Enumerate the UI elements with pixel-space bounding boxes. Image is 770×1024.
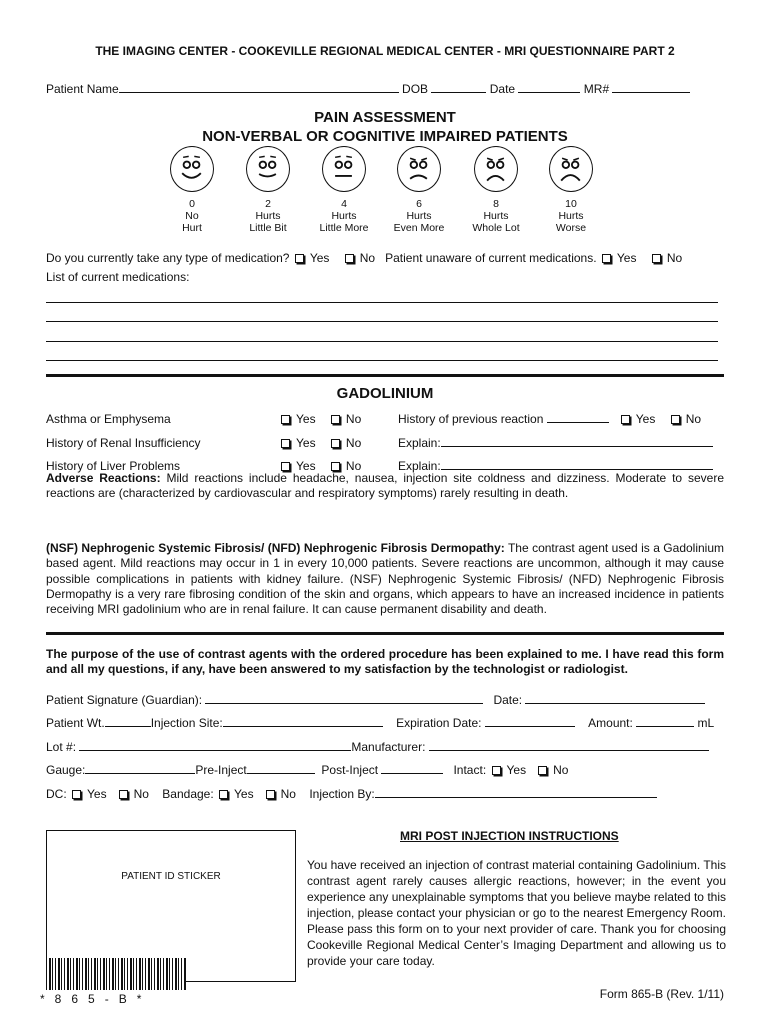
explain-label: Explain:	[398, 459, 441, 473]
patient-name-field[interactable]	[119, 82, 399, 93]
medication-line[interactable]	[46, 321, 718, 322]
no-label: No	[133, 787, 149, 801]
dc-label: DC:	[46, 787, 67, 801]
pain-face-icon	[397, 146, 441, 192]
yes-label: Yes	[506, 763, 527, 777]
condition-no-checkbox[interactable]	[331, 415, 340, 424]
wt-label: Patient Wt.	[46, 716, 105, 730]
condition-yes-checkbox[interactable]	[281, 462, 290, 471]
signature-label: Patient Signature (Guardian):	[46, 693, 203, 707]
patient-name-label: Patient Name	[46, 82, 119, 96]
explain-label: Explain:	[398, 435, 441, 450]
form-number: Form 865-B (Rev. 1/11)	[599, 987, 724, 1001]
signature-field[interactable]	[205, 693, 483, 704]
mr-field[interactable]	[612, 82, 690, 93]
intact-yes-checkbox[interactable]	[492, 766, 501, 775]
dc-row	[46, 787, 724, 801]
consent-statement: The purpose of the use of contrast agents with the ordered procedure has been explained to me. I have read this form and all my questions, if any, have been answered to my satisfaction by the technologist or radiologist.	[46, 647, 724, 677]
yes-label: Yes	[635, 412, 656, 426]
lot-field[interactable]	[79, 740, 351, 751]
wt-field[interactable]	[105, 716, 151, 727]
amount-field[interactable]	[636, 716, 694, 727]
post-injection-title: MRI POST INJECTION INSTRUCTIONS	[400, 829, 619, 843]
yes-label: Yes	[296, 459, 316, 473]
adverse-reactions-paragraph	[46, 471, 724, 502]
signature-row	[46, 693, 724, 707]
pain-face-label: 6 Hurts Even More	[393, 198, 445, 234]
condition-yes-checkbox[interactable]	[281, 415, 290, 424]
pain-face-label: 10 Hurts Worse	[555, 198, 587, 234]
medication-list-label: List of current medications:	[46, 270, 190, 284]
injection-row	[46, 716, 724, 730]
medication-row	[46, 251, 724, 265]
unaware-yes-checkbox[interactable]	[602, 254, 611, 263]
patient-header-row	[46, 82, 724, 96]
yes-label: Yes	[309, 251, 330, 265]
barcode-text: * 8 6 5 - B *	[40, 992, 142, 1006]
condition-no-checkbox[interactable]	[331, 462, 340, 471]
exp-field[interactable]	[485, 716, 575, 727]
pain-face-icon	[170, 146, 214, 192]
pain-face-label: 8 Hurts Whole Lot	[472, 198, 520, 234]
dob-label: DOB	[402, 82, 429, 96]
medication-question: Do you currently take any type of medication?	[46, 251, 290, 265]
bandage-yes-checkbox[interactable]	[219, 790, 228, 799]
sticker-label: PATIENT ID STICKER	[121, 871, 221, 882]
condition-label: History of Renal Insufficiency	[46, 435, 201, 450]
dc-no-checkbox[interactable]	[119, 790, 128, 799]
pain-face-icon	[549, 146, 593, 192]
med-yes-checkbox[interactable]	[295, 254, 304, 263]
yes-label: Yes	[234, 787, 254, 801]
nsf-text: The contrast agent used is a Gadolinium based agent. Mild reactions may occur in 1 in every 10,000 patients. Severe reactions are uncommon, although it may cause possible complications in patients with kidney failure. (NSF) Nephrogenic Systemic Fibrosis/ (NFD) Nephrogenic Fibrosis Dermopathy is a very rare fibrosing condition of the skin and organs, which appears to have an increased incidence in patients receiving MRI gadolinium who are in renal failure. It can cause permanent disability and death.	[46, 541, 725, 617]
nsf-head: (NSF) Nephrogenic Systemic Fibrosis/ (NFD) Nephrogenic Fibrosis Dermopathy:	[46, 541, 505, 555]
post-label: Post-Inject	[321, 763, 379, 777]
bandage-no-checkbox[interactable]	[266, 790, 275, 799]
pain-face-label: 2 Hurts Little Bit	[249, 198, 287, 234]
gauge-row	[46, 763, 724, 777]
lot-label: Lot #:	[46, 740, 77, 754]
gauge-field[interactable]	[85, 763, 195, 774]
barcode	[46, 958, 186, 990]
pain-face-label: 4 Hurts Little More	[319, 198, 369, 234]
condition-label: Asthma or Emphysema	[46, 412, 171, 426]
yes-label: Yes	[616, 251, 637, 265]
no-label: No	[345, 459, 362, 473]
no-label: No	[359, 251, 376, 265]
bandage-label: Bandage:	[162, 787, 214, 801]
mfr-field[interactable]	[429, 740, 709, 751]
no-label: No	[553, 763, 569, 777]
date-field[interactable]	[518, 82, 580, 93]
dc-yes-checkbox[interactable]	[72, 790, 81, 799]
no-label: No	[345, 435, 362, 450]
form-title: THE IMAGING CENTER - COOKEVILLE REGIONAL MEDICAL CENTER - MRI QUESTIONNAIRE PART 2	[95, 44, 675, 58]
nsf-paragraph	[46, 541, 724, 617]
post-injection-text: You have received an injection of contrast material containing Gadolinium. This contrast agent rarely causes allergic reactions, however; in the event you experience any unexplainable symptoms that you believe maybe related to this injection, please contact your physician or go to the nearest Emergency Room. Please pass this form on to your next provider of care. Thank you for choosing Cookeville Regional Medical Center’s Imaging Department and allowing us to provide your care today.	[307, 858, 726, 968]
date-label: Date	[489, 82, 516, 96]
pre-field[interactable]	[247, 763, 315, 774]
no-label: No	[280, 787, 296, 801]
pain-face-label: 0 No Hurt	[182, 198, 202, 234]
unaware-label: Patient unaware of current medications.	[385, 251, 597, 265]
by-label: Injection By:	[309, 787, 375, 801]
reaction-yes-checkbox[interactable]	[621, 415, 630, 424]
divider	[46, 632, 724, 635]
adverse-text: Mild reactions include headache, nausea, injection site coldness and dizziness. Moderate to severe reactions are (characterized by cardiovascular and respiratory symptoms) rarely resulting in death.	[46, 471, 724, 501]
no-label: No	[666, 251, 683, 265]
lot-row	[46, 740, 724, 754]
explain-field[interactable]	[441, 459, 713, 470]
site-label: Injection Site:	[150, 716, 223, 730]
yes-label: Yes	[87, 787, 107, 801]
intact-no-checkbox[interactable]	[538, 766, 547, 775]
dob-field[interactable]	[431, 82, 486, 93]
medication-line[interactable]	[46, 360, 718, 361]
no-label: No	[345, 412, 362, 426]
pre-label: Pre-Inject	[195, 763, 247, 777]
previous-reaction-field[interactable]	[547, 412, 609, 423]
divider	[46, 374, 724, 377]
explain-field[interactable]	[441, 436, 713, 447]
exp-label: Expiration Date:	[396, 716, 482, 730]
sig-date-field[interactable]	[525, 693, 705, 704]
reaction-no-checkbox[interactable]	[671, 415, 680, 424]
unaware-no-checkbox[interactable]	[652, 254, 661, 263]
pain-face-icon	[322, 146, 366, 192]
ml-label: mL	[697, 716, 715, 730]
amount-label: Amount:	[588, 716, 633, 730]
gauge-label: Gauge:	[46, 763, 86, 777]
condition-no-checkbox[interactable]	[331, 439, 340, 448]
yes-label: Yes	[296, 435, 316, 450]
pain-subtitle: NON-VERBAL OR COGNITIVE IMPAIRED PATIENTS	[202, 128, 568, 145]
previous-reaction-label: History of previous reaction	[398, 412, 544, 426]
post-field[interactable]	[381, 763, 443, 774]
condition-label: History of Liver Problems	[46, 459, 181, 473]
gadolinium-title: GADOLINIUM	[336, 385, 434, 402]
condition-yes-checkbox[interactable]	[281, 439, 290, 448]
medication-line[interactable]	[46, 341, 718, 342]
pain-title: PAIN ASSESSMENT	[314, 109, 456, 126]
sig-date-label: Date:	[493, 693, 523, 707]
site-field[interactable]	[223, 716, 383, 727]
med-no-checkbox[interactable]	[345, 254, 354, 263]
adverse-head: Adverse Reactions:	[46, 471, 161, 485]
pain-face-icon	[246, 146, 290, 192]
mr-label: MR#	[583, 82, 610, 96]
mfr-label: Manufacturer:	[351, 740, 426, 754]
medication-line[interactable]	[46, 302, 718, 303]
pain-face-icon	[474, 146, 518, 192]
yes-label: Yes	[296, 412, 316, 426]
no-label: No	[685, 412, 702, 426]
by-field[interactable]	[375, 787, 657, 798]
intact-label: Intact:	[453, 763, 487, 777]
